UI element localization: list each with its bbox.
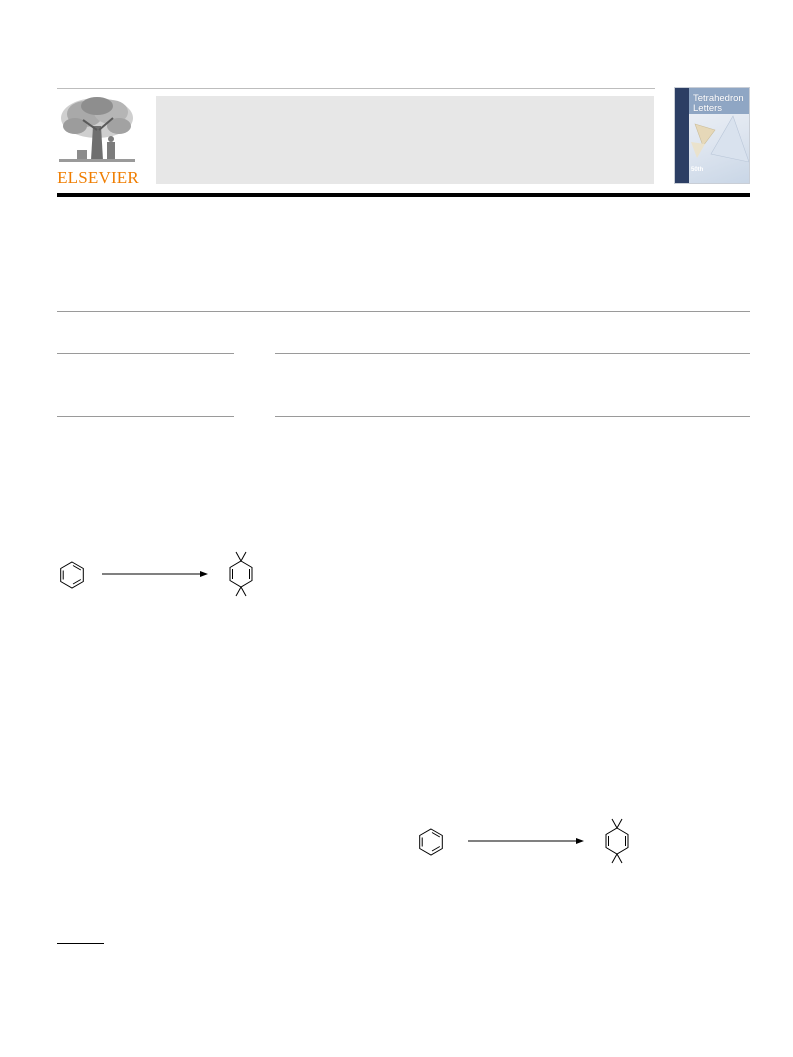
main-text-scheme [408,812,648,874]
abstract-top-rule [275,353,750,354]
header-thick-rule [57,193,750,197]
graphical-abstract-scheme [50,548,270,608]
cover-spine [675,88,689,184]
cover-anniversary-mark: 50th [691,167,704,173]
tetramethylcyclohexadiene-structure [230,552,252,596]
tetramethylcyclohexadiene-structure [606,819,628,863]
journal-banner [156,96,654,184]
publisher-wordmark: ELSEVIER [57,168,139,187]
article-divider-rule [57,311,750,312]
reaction-arrow [468,838,584,844]
tree-icon [57,96,137,168]
article-info-top-rule [57,353,234,354]
cover-pyramid-graphic [689,114,750,164]
journal-cover [674,87,750,184]
reaction-arrow [102,571,208,577]
article-info-bottom-rule [57,416,234,417]
benzene-structure [61,562,84,588]
header-top-rule [57,88,655,89]
cover-title-line1: Tetrahedron [693,93,744,104]
footnote-rule [57,943,104,944]
benzene-structure [420,829,443,855]
cover-title [693,94,749,114]
cover-title-line2: Letters [693,103,723,114]
abstract-bottom-rule [275,416,750,417]
